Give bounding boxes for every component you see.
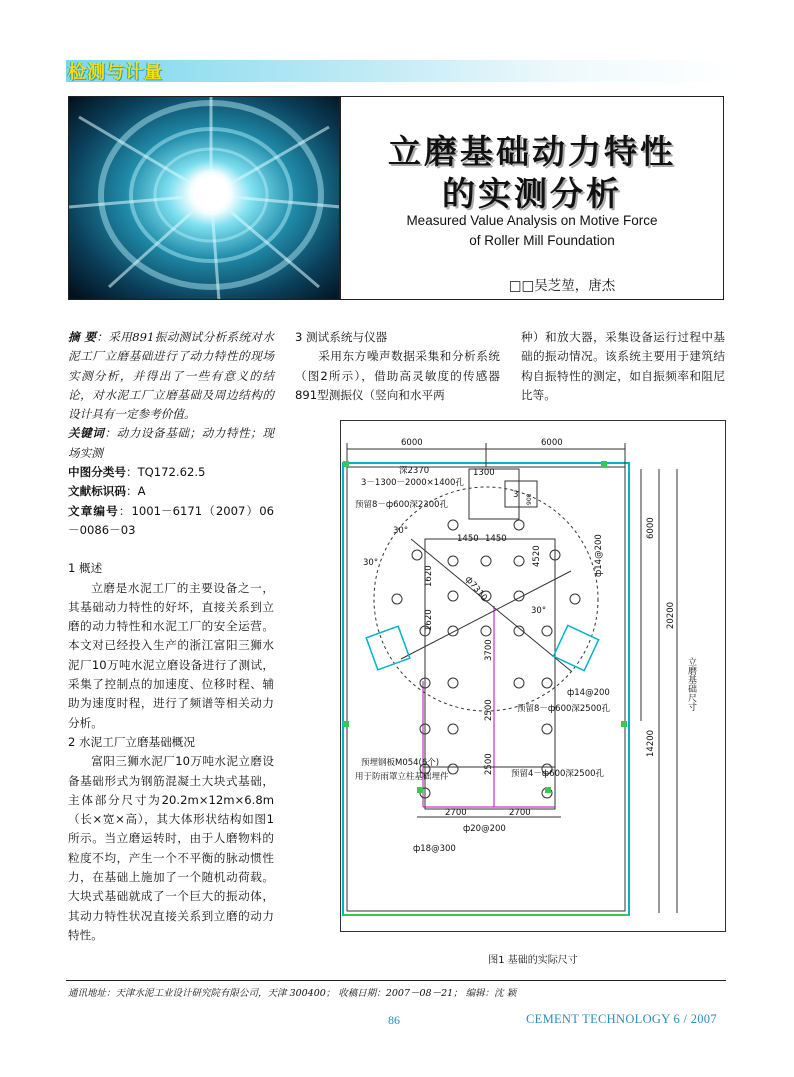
doc-code-label: 文献标识码 xyxy=(68,484,126,499)
title-zh-line2: 的实测分析 xyxy=(442,174,622,213)
footer-rule xyxy=(66,980,726,981)
label-dim-1620-b: 1620 xyxy=(424,609,434,631)
label-dim-1450-a: 1450 xyxy=(457,534,479,544)
doc-code-value: ：A xyxy=(125,484,146,499)
section-3-heading: 3 测试系统与仪器 xyxy=(295,330,388,344)
pile-hole xyxy=(514,556,524,566)
label-angle-left: 30° xyxy=(363,558,379,568)
pile-hole xyxy=(448,520,458,530)
plate-marker xyxy=(545,787,551,793)
keywords xyxy=(68,424,274,463)
keywords-label: 关键词 xyxy=(68,426,105,441)
article-number xyxy=(68,502,274,541)
pile-hole xyxy=(542,678,552,688)
label-hole-depth: 深2370 xyxy=(399,466,430,476)
label-dim-6000-v: 6000 xyxy=(646,517,656,539)
pile-hole xyxy=(481,626,491,636)
title-zh-line1: 立磨基础动力特性 xyxy=(388,132,676,171)
abstract-label: 摘 要 xyxy=(68,330,97,344)
clc-value: ：TQ172.62.5 xyxy=(125,465,206,480)
pile-hole xyxy=(448,626,458,636)
embedded-plates xyxy=(343,461,627,793)
title-en-line2: of Roller Mill Foundation xyxy=(469,233,615,248)
pile-hole xyxy=(542,626,552,636)
label-dim-14-200-v: ф14@200 xyxy=(594,534,604,577)
section-3-paragraph-continued: 种）和放大器，采集设备运行过程中基础的振动情况。该系统主要用于建筑结构自振特性的测定，如自振频率和阻尼比等。 xyxy=(521,330,725,402)
column-middle xyxy=(295,328,500,405)
pile-hole xyxy=(514,678,524,688)
label-steel-plate-use: 用于防雨罩立柱基础埋件 xyxy=(355,772,449,782)
label-dim-2500-a: 2500 xyxy=(484,699,494,721)
pile-hole xyxy=(448,764,458,774)
label-dim-2500-b: 2500 xyxy=(484,753,494,775)
footer-note: 通讯地址：天津水泥工业设计研究院有限公司，天津 300400； 收稿日期：2007－08－21； 编辑：沈 颖 xyxy=(68,988,517,999)
clc-label: 中图分类号 xyxy=(68,465,126,480)
label-dim-14200: 14200 xyxy=(646,729,656,757)
label-dim-1620-a: 1620 xyxy=(424,565,434,587)
label-vertical-title: 立磨基础尺寸 xyxy=(686,657,696,711)
label-angle-top-left: 30° xyxy=(393,526,409,536)
keywords-text: ：动力设备基础；动力特性；现场实测 xyxy=(68,426,274,460)
section-1-paragraph: 立磨是水泥工厂的主要设备之一，其基础动力特性的好坏，直接关系到立磨的动力特性和水泥工厂的安全运营。本文对已经投入生产的浙江富阳三狮水泥厂10万吨水泥立磨设备进行了测试，采集了控制点的加速度、位移时程、辅助为速度时程，进行了频谱等相关动力分析。 xyxy=(68,580,274,730)
pile-hole xyxy=(542,724,552,734)
authors: □□吴芝堃，唐杰 xyxy=(508,278,616,294)
pile-hole xyxy=(570,594,580,604)
pile-hole xyxy=(448,556,458,566)
label-reserve-top: 预留8－ф600深2300孔 xyxy=(355,500,449,510)
label-steel-plate: 预埋钢板M054(6个) xyxy=(361,758,440,768)
pile-hole xyxy=(448,678,458,688)
label-reserve-bottom: 预留4－ф600深2500孔 xyxy=(511,769,605,779)
label-dim-top-right: 6000 xyxy=(541,438,563,448)
label-dim-1450-b: 1450 xyxy=(485,534,507,544)
label-dim-top-left: 6000 xyxy=(401,438,423,448)
section-band xyxy=(66,60,728,82)
roller-box-left xyxy=(366,626,410,670)
label-rebar-20: ф20@200 xyxy=(463,824,506,834)
figure-1 xyxy=(340,420,726,932)
roller-box-right xyxy=(553,625,598,670)
journal-name: CEMENT TECHNOLOGY 6 / 2007 xyxy=(526,1012,717,1026)
hero-image xyxy=(68,96,340,300)
foundation-drawing xyxy=(341,421,727,933)
label-hole-spec: 3－1300－2000×1400孔 xyxy=(361,478,464,488)
plate-marker xyxy=(417,787,423,793)
section-tag: 检测与计量 xyxy=(68,62,163,83)
label-dim-3700: 3700 xyxy=(484,639,494,661)
abstract xyxy=(68,328,274,424)
label-dim-4520: 4520 xyxy=(532,545,542,567)
pile-hole xyxy=(412,550,422,560)
label-hole-1300: 1300 xyxy=(473,468,495,478)
document-code xyxy=(68,482,274,501)
plate-marker xyxy=(343,461,349,467)
abstract-text: ：采用891振动测试分析系统对水泥工厂立磨基础进行了动力特性的现场实测分析，并得出了一些有意义的结论，对水泥工厂立磨基础及周边结构的设计具有一定参考价值。 xyxy=(68,330,274,422)
section-2-paragraph: 富阳三狮水泥厂10万吨水泥立磨设备基础形式为钢筋混凝土大块式基础，主体部分尺寸为20.2m×12m×6.8m（长×宽×高），其大体形状结构如图1所示。当立磨运转时，由于人磨物料的粒度不均，产生一个不平衡的脉动惯性力，在基础上施加了一个随机动荷载。大块式基础就成了一个巨大的振动体，其动力特性状况直接关系到立磨的动力特性。 xyxy=(68,754,274,942)
article-no-label: 文章编号 xyxy=(68,503,119,518)
section-3-paragraph: 采用东方噪声数据采集和分析系统（图2所示），借助高灵敏度的传感器891型测振仪（竖向和水平两 xyxy=(295,349,500,402)
label-dim-2700-b: 2700 xyxy=(509,808,531,818)
plate-marker xyxy=(601,461,607,467)
pile-hole xyxy=(448,724,458,734)
label-small-900: 900 xyxy=(526,493,533,505)
pile-hole xyxy=(392,594,402,604)
label-dim-20200: 20200 xyxy=(666,601,676,629)
title-en-line1: Measured Value Analysis on Motive Force xyxy=(406,213,658,228)
pile-hole xyxy=(514,520,524,530)
label-dim-phi: ф7310 xyxy=(462,574,489,604)
column-left xyxy=(68,328,274,945)
label-angle-right: 30° xyxy=(531,606,547,616)
section-2-heading: 2 水泥工厂立磨基础概况 xyxy=(68,734,195,749)
label-small-3: 3 xyxy=(513,490,519,500)
pile-hole xyxy=(481,556,491,566)
article-no-value: ：1001－6171（2007）06－0086－03 xyxy=(68,503,274,537)
pile-hole xyxy=(448,591,458,601)
tunnel-light-illustration xyxy=(69,97,340,300)
label-dim-2700-a: 2700 xyxy=(445,808,467,818)
figure-caption: 图1 基础的实际尺寸 xyxy=(488,955,578,966)
column-right xyxy=(521,328,725,405)
label-reserve-mid: 预留8－ф600深2500孔 xyxy=(517,704,611,714)
plate-marker xyxy=(621,721,627,727)
label-dim-14-200: ф14@200 xyxy=(567,688,610,698)
clc-number xyxy=(68,463,274,482)
page-number: 86 xyxy=(388,1013,400,1027)
section-1-heading: 1 概述 xyxy=(68,561,103,576)
label-rebar-18: ф18@300 xyxy=(413,844,456,854)
plate-marker xyxy=(343,721,349,727)
